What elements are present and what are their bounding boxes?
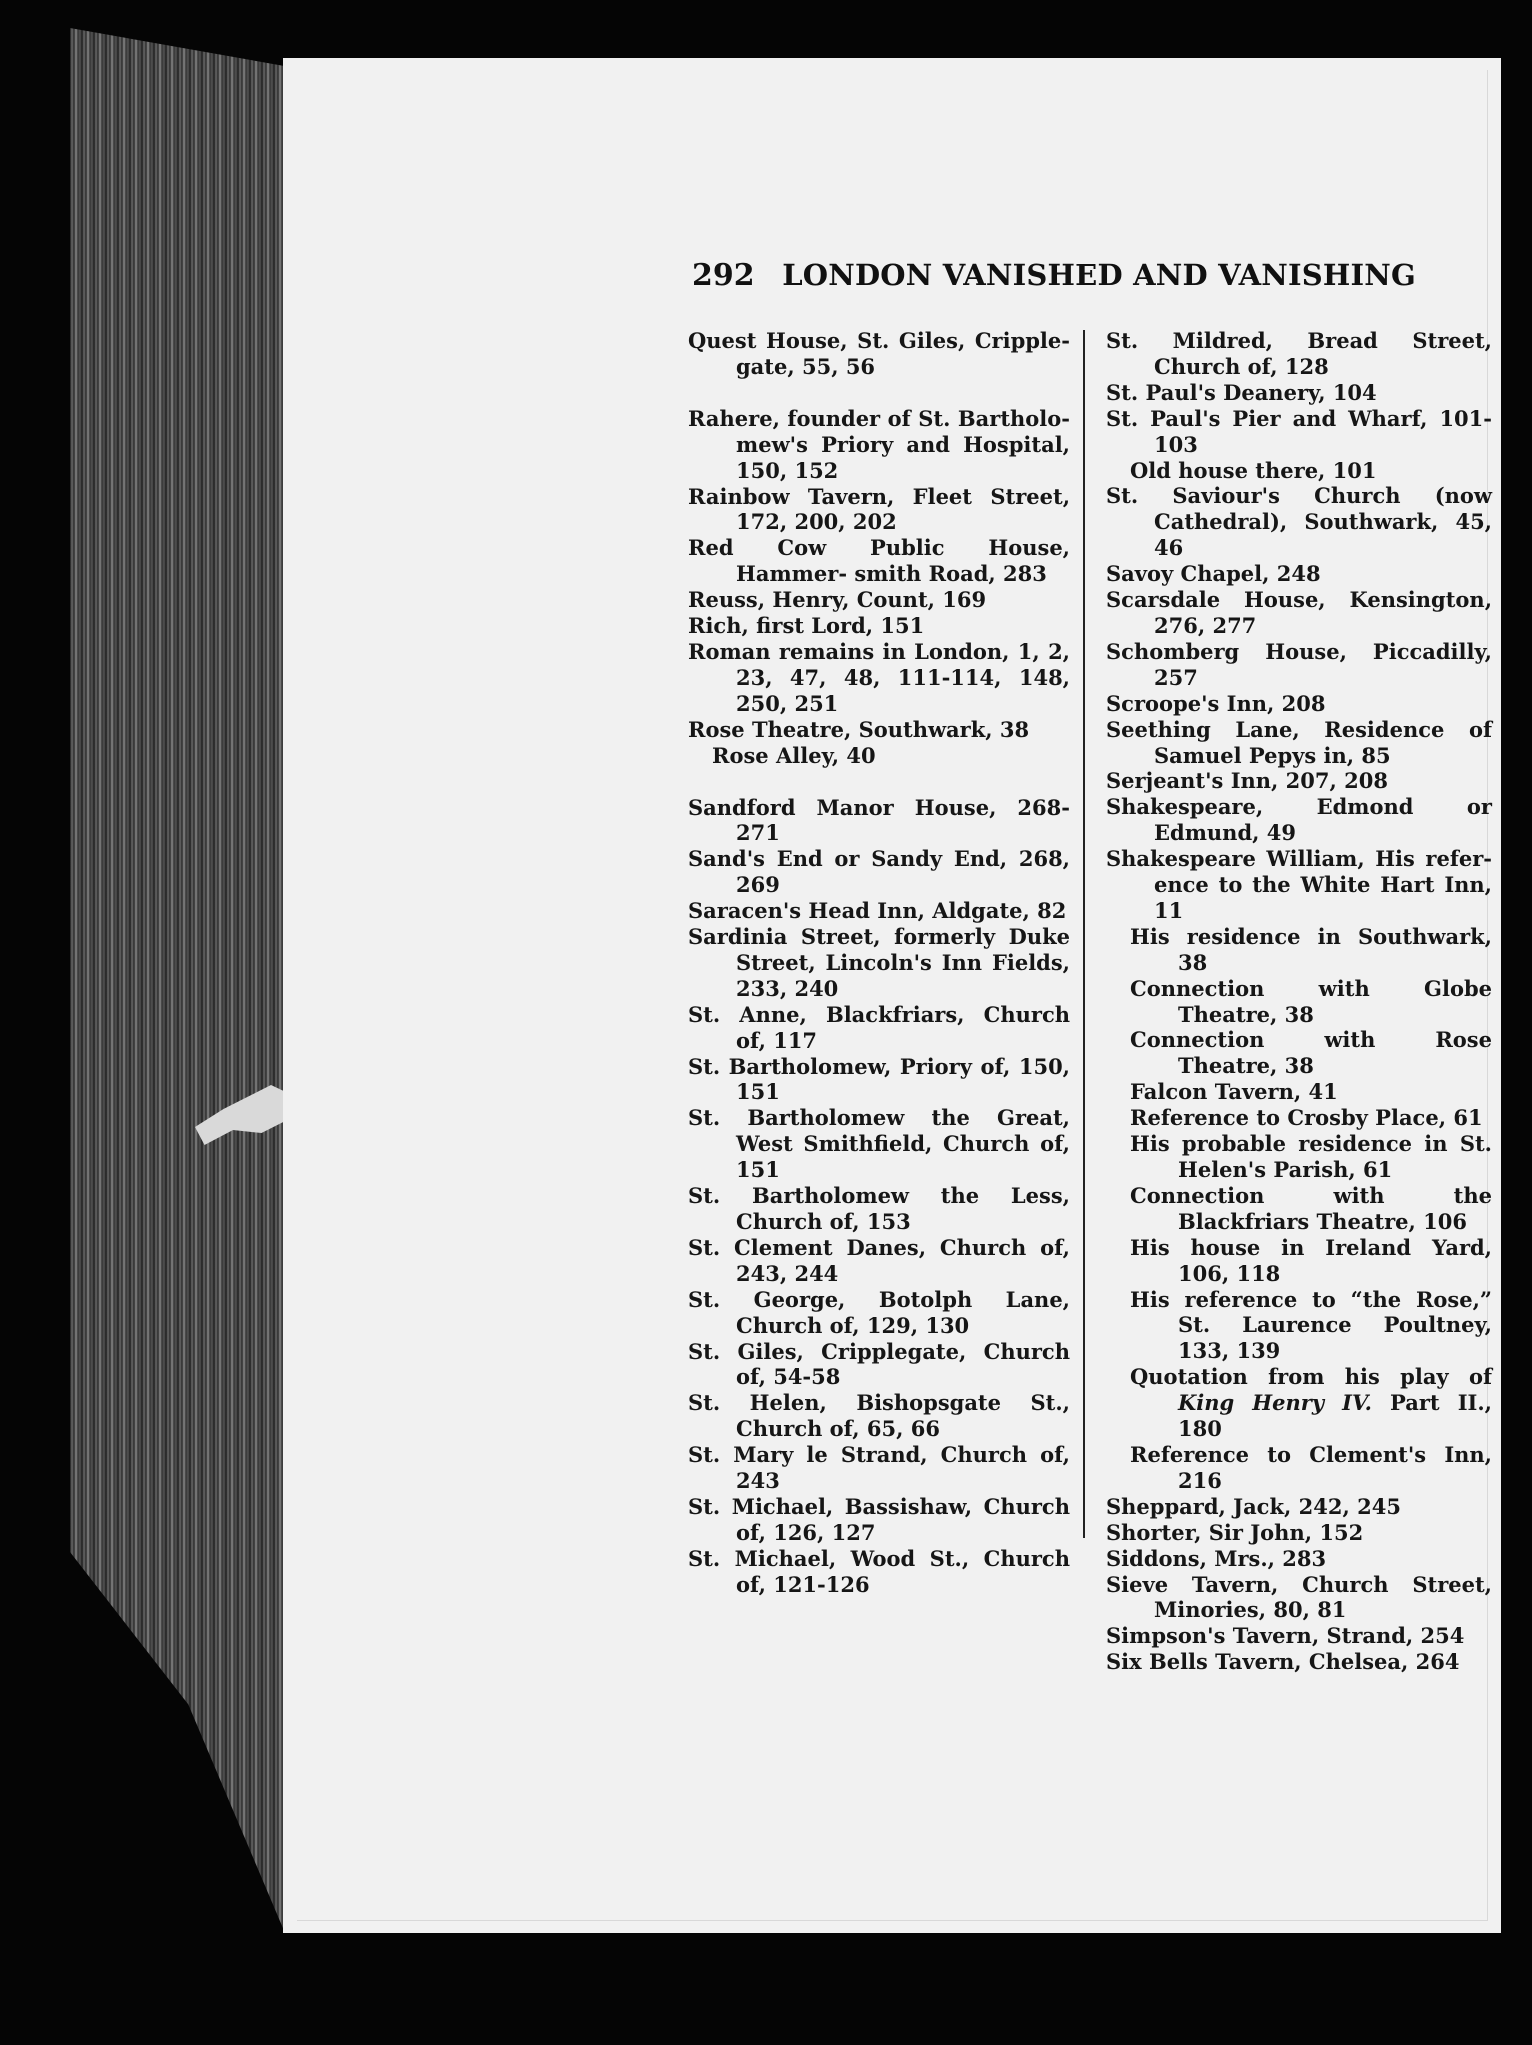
index-subentry: Old house there, 101 [1130,457,1377,483]
index-entry: Sieve Tavern, Church Street, Minories, 80, 81 [1106,1571,1492,1623]
index-entry: Sheppard, Jack, 242, 245 [1106,1493,1401,1519]
index-entry: St. Bartholomew, Priory of, 150, 151 [688,1053,1070,1105]
page-header [692,258,1416,293]
index-entry: St. Michael, Bassishaw, Church of, 126, 127 [688,1493,1070,1545]
index-entry: St. Mildred, Bread Street, Church of, 128 [1106,328,1492,379]
running-title: LONDON VANISHED AND VANISHING [782,258,1416,292]
index-subentry: His reference to “the Rose,” St. Laurence Poultney, 133, 139 [1130,1286,1492,1364]
index-entry: Schomberg House, Piccadilly, 257 [1106,638,1492,690]
index-entry: St. Mary le Strand, Church of, 243 [688,1442,1070,1494]
index-entry: Six Bells Tavern, Chelsea, 264 [1106,1649,1460,1675]
index-entry: Roman remains in London, 1, 2, 23, 47, 48, 111-114, 148, 250, 251 [688,638,1070,716]
index-entry: St. Giles, Cripplegate, Church of, 54-58 [688,1338,1070,1390]
index-entry: Saracen's Head Inn, Aldgate, 82 [688,898,1067,924]
index-entry: St. Saviour's Church (now Cathedral), Southwark, 45, 46 [1106,483,1492,561]
index-entry: Reuss, Henry, Count, 169 [688,587,987,613]
index-column-right [1106,328,1492,1675]
index-entry: Quest House, St. Giles, Cripple- gate, 55, 56 [688,328,1070,379]
index-entry: Simpson's Tavern, Strand, 254 [1106,1623,1465,1649]
index-entry: Siddons, Mrs., 283 [1106,1545,1327,1571]
book-page-edge [70,28,285,1933]
index-entry: St. Paul's Pier and Wharf, 101-103 [1106,405,1492,457]
index-entry: St. George, Botolph Lane, Church of, 129, 130 [688,1286,1070,1338]
index-entry: Sardinia Street, formerly Duke Street, Lincoln's Inn Fields, 233, 240 [688,924,1070,1001]
index-entry: St. Clement Danes, Church of, 243, 244 [688,1234,1070,1286]
index-entry: Red Cow Public House, Hammer- smith Road, 283 [688,535,1070,587]
index-entry: Scarsdale House, Kensington, 276, 277 [1106,587,1492,638]
index-entry: Sandford Manor House, 268-271 [688,794,1070,846]
index-entry: Serjeant's Inn, 207, 208 [1106,768,1388,794]
index-subentry: Connection with Globe Theatre, 38 [1130,975,1492,1027]
quotation-part: Part II., 180 [1178,1390,1492,1442]
index-entry: Rainbow Tavern, Fleet Street, 172, 200, 202 [688,483,1070,535]
quotation-text: Quotation from his play of [1130,1364,1492,1390]
index-entry: Seething Lane, Residence of Samuel Pepys in, 85 [1106,716,1492,768]
index-entry: Sand's End or Sandy End, 268, 269 [688,846,1070,898]
index-subentry: His residence in Southwark, 38 [1130,923,1492,975]
index-entry: Rahere, founder of St. Bartholo- mew's Priory and Hospital, 150, 152 [688,405,1070,483]
index-entry: Shakespeare, Edmond or Edmund, 49 [1106,794,1492,846]
index-entry: St. Michael, Wood St., Church of, 121-126 [688,1545,1070,1597]
index-subentry: Connection with Rose Theatre, 38 [1130,1027,1492,1079]
section-gap [688,380,1070,406]
index-subentry: His house in Ireland Yard, 106, 118 [1130,1234,1492,1286]
index-entry: St. Anne, Blackfriars, Church of, 117 [688,1001,1070,1053]
index-entry: St. Helen, Bishopsgate St., Church of, 65, 66 [688,1390,1070,1442]
index-entry: Rose Theatre, Southwark, 38 [688,716,1030,742]
index-subentry: Falcon Tavern, 41 [1130,1079,1338,1105]
index-subentry: Rose Alley, 40 [712,742,876,768]
index-subentry: His probable residence in St. Helen's Parish, 61 [1130,1131,1492,1182]
index-entry: Shakespeare William, His refer- ence to the White Hart Inn, 11 [1106,846,1492,923]
index-entry: Rich, first Lord, 151 [688,613,925,639]
quotation-play-title: King Henry IV. [1178,1390,1372,1416]
index-subentry: Connection with the Blackfriars Theatre, 106 [1130,1182,1492,1234]
index-subentry: Reference to Crosby Place, 61 [1130,1105,1483,1131]
index-column-left [688,328,1070,1598]
index-entry: St. Paul's Deanery, 104 [1106,379,1377,405]
page-number: 292 [692,258,755,293]
index-entry: St. Bartholomew the Less, Church of, 153 [688,1183,1070,1234]
index-entry: Scroope's Inn, 208 [1106,690,1326,716]
index-subentry-quotation [1106,1364,1492,1442]
section-gap [688,769,1070,795]
index-subentry: Reference to Clement's Inn, 216 [1130,1441,1492,1493]
index-entry: Shorter, Sir John, 152 [1106,1519,1364,1545]
index-entry: Savoy Chapel, 248 [1106,561,1321,587]
index-entry: St. Bartholomew the Great, West Smithfield, Church of, 151 [688,1105,1070,1183]
column-divider [1083,330,1085,1538]
